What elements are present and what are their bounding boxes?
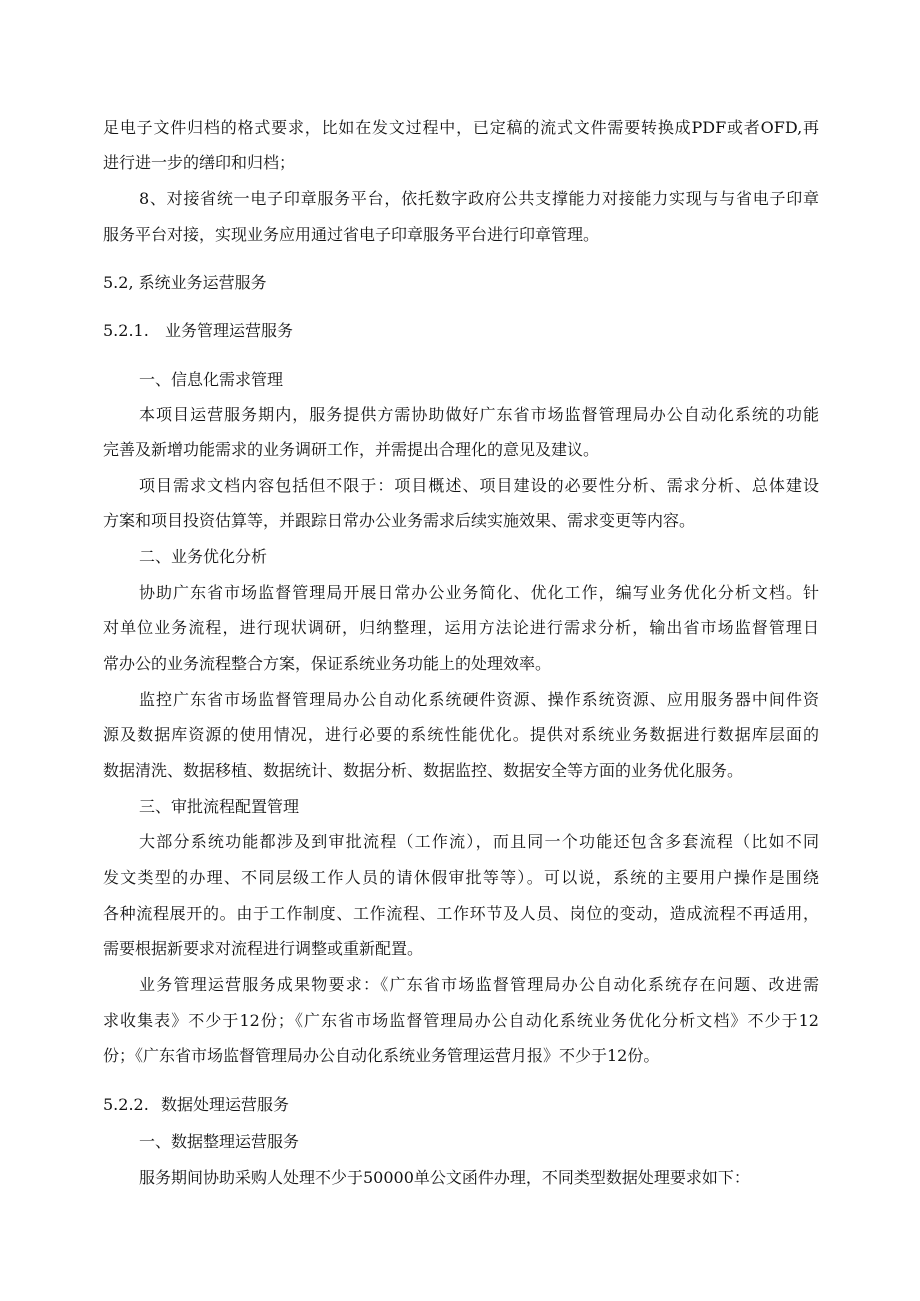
item-heading: 三、审批流程配置管理: [139, 797, 300, 816]
item-heading: 二、业务优化分析: [139, 547, 268, 566]
subsection-number: 5.2.1.: [103, 321, 149, 340]
paragraph-line: 方案和项目投资估算等，并跟踪日常办公业务需求后续实施效果、需求变更等内容。: [103, 511, 696, 530]
paragraph-line: 协助广东省市场监督管理局开展日常办公业务简化、优化工作，编写业务优化分析文档。针: [139, 583, 819, 602]
paragraph-line: 数据清洗、数据移植、数据统计、数据分析、数据监控、数据安全等方面的业务优化服务。: [103, 761, 744, 780]
paragraph-line: 各种流程展开的。由于工作制度、工作流程、工作环节及人员、岗位的变动，造成流程不再适用，: [103, 904, 819, 923]
subsection-title: 业务管理运营服务: [165, 321, 294, 340]
paragraph-line: 8、对接省统一电子印章服务平台，依托数字政府公共支撑能力对接能力实现与与省电子印章: [139, 189, 819, 208]
paragraph-line: 源及数据库资源的使用情况，进行必要的系统性能优化。提供对系统业务数据进行数据库层面的: [103, 725, 819, 744]
item-heading: 一、数据整理运营服务: [139, 1132, 300, 1151]
paragraph-line: 需要根据新要求对流程进行调整或重新配置。: [103, 939, 424, 958]
paragraph-line: 项目需求文档内容包括但不限于：项目概述、项目建设的必要性分析、需求分析、总体建设: [139, 476, 819, 495]
paragraph-line: 完善及新增功能需求的业务调研工作，并需提出合理化的意见及建议。: [103, 440, 600, 459]
subsection-heading: [103, 1094, 819, 1116]
subsection-number: 5.2.2.: [103, 1095, 149, 1114]
paragraph-line: 监控广东省市场监督管理局办公自动化系统硬件资源、操作系统资源、应用服务器中间件资: [139, 690, 819, 709]
paragraph-line: 本项目运营服务期内，服务提供方需协助做好广东省市场监督管理局办公自动化系统的功能: [139, 405, 819, 424]
paragraph-line: 份；《广东省市场监督管理局办公自动化系统业务管理运营月报》不少于12份。: [103, 1046, 660, 1065]
paragraph-line: 进行进一步的缮印和归档；: [103, 153, 296, 172]
subsection-title: 数据处理运营服务: [161, 1095, 290, 1114]
paragraph-line: 常办公的业务流程整合方案，保证系统业务功能上的处理效率。: [103, 654, 552, 673]
paragraph-line: 服务期间协助采购人处理不少于50000单公文函件办理，不同类型数据处理要求如下：: [139, 1168, 750, 1187]
item-heading: 一、信息化需求管理: [139, 370, 284, 389]
paragraph-line: 服务平台对接，实现业务应用通过省电子印章服务平台进行印章管理。: [103, 225, 600, 244]
section-heading: 5.2, 系统业务运营服务: [103, 273, 267, 292]
paragraph-line: 求收集表》不少于12份；《广东省市场监督管理局办公自动化系统业务优化分析文档》不少于12: [103, 1011, 819, 1030]
paragraph-line: 足电子文件归档的格式要求，比如在发文过程中，已定稿的流式文件需要转换成PDF或者OFD,再: [103, 118, 819, 137]
paragraph-line: 业务管理运营服务成果物要求：《广东省市场监督管理局办公自动化系统存在问题、改进需: [139, 975, 819, 994]
subsection-heading: [103, 320, 819, 342]
paragraph-line: 发文类型的办理、不同层级工作人员的请休假审批等等）。可以说，系统的主要用户操作是围绕: [103, 868, 819, 887]
paragraph-line: 大部分系统功能都涉及到审批流程（工作流），而且同一个功能还包含多套流程（比如不同: [139, 832, 819, 851]
paragraph-line: 对单位业务流程，进行现状调研，归纳整理，运用方法论进行需求分析，输出省市场监督管理日: [103, 618, 819, 637]
